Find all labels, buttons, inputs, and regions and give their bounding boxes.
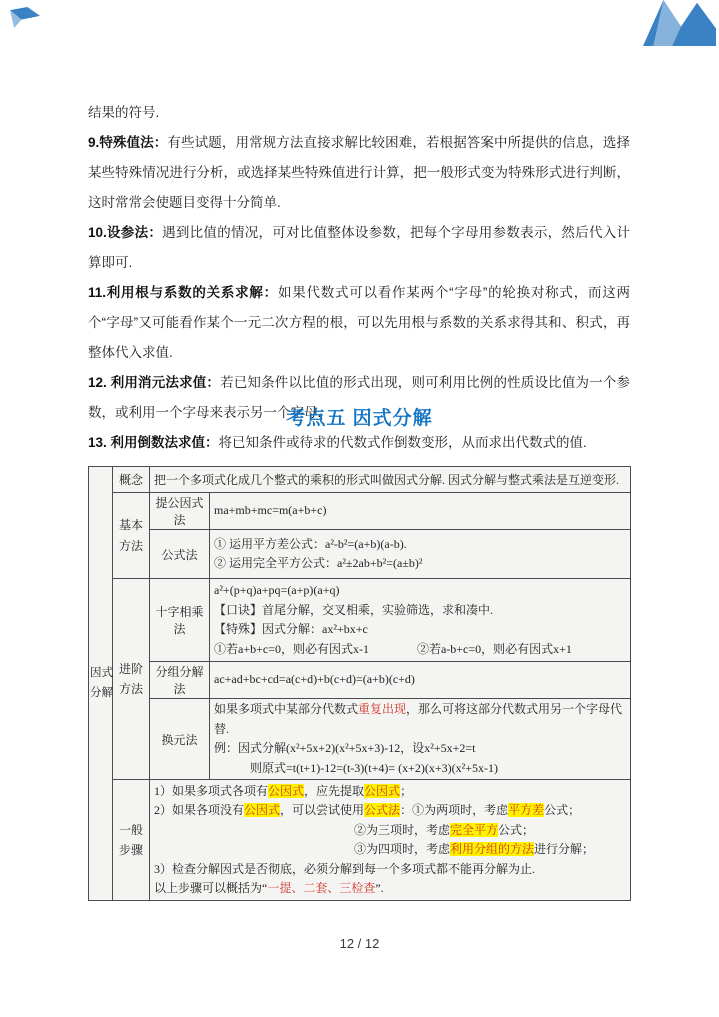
text-segment: ac+ad+bc+cd=a(c+d)+b(c+d)=(a+b)(c+d) [214, 672, 415, 687]
text-segment: ①若a+b+c=0，则必有因式x-1 ②若a-b+c=0，则必有因式x+1 [214, 641, 572, 656]
table-subject-cell [89, 467, 113, 901]
method-name-cell: 分组分解法 [150, 662, 210, 699]
red-emphasis-text: 一提、二套、三检查 [267, 881, 376, 895]
text-segment: 【口诀】首尾分解，交叉相乘，实验筛选，求和凑中. [214, 602, 494, 617]
method-name-bold: 9.特殊值法： [88, 135, 168, 150]
steps-content-cell [150, 780, 631, 901]
method-name-bold: 12. 利用消元法求值： [88, 375, 221, 390]
method-name-bold: 10.设参法： [88, 225, 163, 240]
highlighted-term: 完全平方 [450, 822, 499, 837]
steps-label-cell [113, 780, 150, 901]
paragraph [88, 428, 630, 458]
text-segment: 公式； [498, 822, 535, 837]
method-content-cell [210, 699, 631, 780]
red-emphasis-text: 重复出现 [358, 702, 407, 716]
basic-methods-label-cell [113, 493, 150, 579]
text-segment: 则原式=t(t+1)-12=(t-3)(t+4)= (x+2)(x+3)(x²+5x-1) [250, 760, 499, 775]
cell-line [214, 620, 626, 640]
paragraph [88, 128, 630, 218]
cell-line [154, 840, 626, 860]
text-segment: 如果多项式中某部分代数式 [214, 702, 359, 716]
method-name-cell: 十字相乘法 [150, 579, 210, 662]
cell-line [214, 581, 626, 601]
concept-label-cell: 概念 [113, 467, 150, 493]
cell-line [214, 700, 626, 739]
method-name-bold: 13. 利用倒数法求值： [88, 435, 219, 450]
text-segment: a²+(p+q)a+pq=(a+p)(a+q) [214, 583, 340, 597]
basic-methods-label: 基本方法 [119, 518, 144, 553]
text-segment: ，那么可将这部分代数式用另一个字母代替. [214, 702, 623, 736]
highlighted-term: 公式法 [364, 803, 401, 817]
text-segment: ，应先提取 [304, 783, 365, 798]
text-segment: ②为三项时，考虑 [354, 822, 451, 837]
text-segment: ”. [375, 881, 384, 895]
text-segment: ； [400, 783, 413, 798]
text-segment: ：①为两项时，考虑 [400, 803, 509, 817]
text-segment: 公式； [544, 803, 581, 817]
cell-line [154, 801, 626, 821]
advanced-methods-label-cell [113, 579, 150, 780]
ribbon-dark-zigzag [643, 0, 716, 46]
cell-line [214, 640, 626, 660]
factorization-table-wrap [88, 466, 630, 901]
factorization-table [88, 466, 631, 901]
subject-vertical-label: 因式分解 [90, 666, 113, 699]
method-content-cell [210, 493, 631, 530]
cell-line [154, 860, 626, 880]
highlighted-term: 公因式 [268, 783, 305, 798]
text-segment: 进行分解； [534, 842, 595, 856]
text-segment: 【特殊】因式分解：ax²+bx+c [214, 622, 368, 636]
cell-line [214, 739, 626, 759]
text-segment: 3）检查分解因式是否彻底，必须分解到每一个多项式都不能再分解为止. [154, 861, 536, 876]
highlighted-term: 利用分组的方法 [450, 842, 535, 856]
text-segment: 以上步骤可以概括为“ [154, 881, 268, 895]
highlighted-term: 公因式 [244, 803, 281, 817]
text-segment: ，可以尝试使用 [280, 803, 365, 817]
method-name-cell: 提公因式法 [150, 493, 210, 530]
paragraph-text: 结果的符号. [88, 105, 160, 120]
paragraph [88, 218, 630, 278]
method-content-cell [210, 662, 631, 699]
page-number: 12 / 12 [339, 936, 380, 951]
section-heading: 考点五 因式分解 [286, 408, 433, 429]
cell-line [154, 879, 626, 899]
cell-line [214, 535, 626, 555]
method-content-cell [210, 579, 631, 662]
method-name-cell: 换元法 [150, 699, 210, 780]
method-content-cell [210, 530, 631, 579]
cell-line [154, 782, 626, 802]
text-segment: ② 运用完全平方公式：a²±2ab+b²=(a±b)² [214, 556, 423, 570]
method-name-bold: 11.利用根与系数的关系求解： [88, 285, 278, 300]
highlighted-term: 平方差 [508, 803, 545, 817]
cell-line [214, 601, 626, 621]
highlighted-term: 公因式 [364, 783, 401, 798]
cell-line [214, 554, 626, 574]
text-segment: ma+mb+mc=m(a+b+c) [214, 503, 327, 518]
text-segment: 2）如果各项没有 [154, 803, 245, 817]
paragraph [88, 98, 630, 128]
text-segment: 例：因式分解(x²+5x+2)(x²+5x+3)-12，设x²+5x+2=t [214, 741, 476, 755]
paragraph-text: 遇到比值的情况，可对比值整体设参数，把每个字母用参数表示，然后代入计算即可. [88, 225, 630, 270]
cell-line [154, 821, 626, 841]
method-name-cell: 公式法 [150, 530, 210, 579]
cell-line [214, 759, 626, 779]
advanced-methods-label: 进阶方法 [119, 661, 144, 696]
steps-label: 一般步骤 [119, 822, 144, 857]
corner-ribbon-top-right-icon [643, 0, 716, 46]
paragraph-text: 将已知条件或待求的代数式作倒数变形，从而求出代数式的值. [218, 435, 587, 450]
cell-line [214, 501, 626, 521]
paragraph [88, 278, 630, 368]
paragraph-text: 如果代数式可以看作某两个“字母”的轮换对称式，而这两个“字母”又可能看作某个一元二次方程的根，可以先用根与系数的关系求得其和、积式，再整体代入求值. [88, 285, 630, 360]
cell-line [214, 670, 626, 690]
corner-ribbon-top-left-icon [10, 7, 40, 28]
paragraph-text: 有些试题，用常规方法直接求解比较困难，若根据答案中所提供的信息，选择某些特殊情况进行分析，或选择某些特殊值进行计算，把一般形式变为特殊形式进行判断，这时常常会使题目变得十分简单. [88, 135, 631, 210]
text-segment: 1）如果多项式各项有 [154, 783, 269, 798]
concept-content-cell: 把一个多项式化成几个整式的乘积的形式叫做因式分解. 因式分解与整式乘法是互逆变形. [150, 467, 631, 493]
paragraph-text: 若已知条件以比值的形式出现，则可利用比例的性质设比值为一个参数，或利用一个字母来表示另一个字母. [88, 375, 630, 420]
text-segment: ③为四项时，考虑 [354, 842, 451, 856]
text-segment: ① 运用平方差公式：a²-b²=(a+b)(a-b). [214, 536, 407, 551]
